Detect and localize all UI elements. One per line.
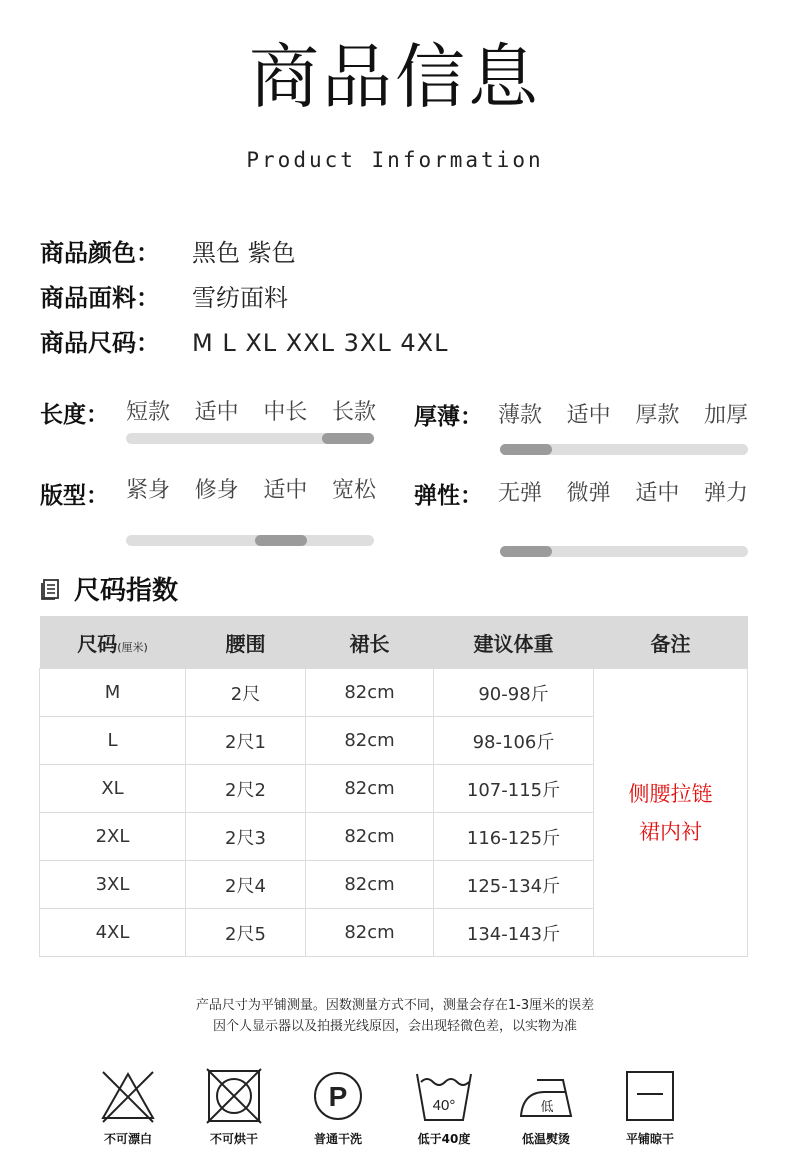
care-item-wash-40 [394, 1068, 494, 1147]
cell-length: 82cm [306, 669, 434, 717]
cell-length: 82cm [306, 909, 434, 957]
wash-temp-text: 40° [432, 1097, 456, 1114]
care-label: 低温熨烫 [521, 1132, 570, 1146]
elasticity-option: 无弹 [498, 481, 543, 506]
fabric-value: 雪纺面料 [192, 284, 288, 312]
thickness-label: 厚薄： [414, 404, 483, 430]
elasticity-scale [500, 546, 748, 557]
cell-waist: 2尺 [186, 669, 306, 717]
fit-option: 适中 [263, 478, 308, 503]
remark-line: 裙内衬 [639, 819, 702, 844]
length-label: 长度： [40, 402, 109, 428]
cell-waist: 2尺5 [186, 909, 306, 957]
care-item-dry-flat [600, 1068, 700, 1147]
thickness-option: 厚款 [635, 403, 680, 428]
no-bleach-icon [97, 1068, 159, 1124]
care-label: 低于40度 [417, 1132, 471, 1146]
cell-size: M [40, 669, 186, 717]
thickness-scale [500, 444, 748, 455]
cell-size: 2XL [40, 813, 186, 861]
note-line: 产品尺寸为平铺测量。因数测量方式不同，测量会存在1-3厘米的误差 [195, 998, 595, 1013]
note-line: 因个人显示器以及拍摄光线原因，会出现轻微色差，以实物为准 [212, 1019, 577, 1034]
dry-clean-p-icon [307, 1068, 369, 1124]
iron-level-text: 低 [540, 1100, 554, 1115]
column-header-size: 尺码(厘米) [40, 616, 186, 669]
cell-weight: 134-143斤 [434, 909, 594, 957]
fit-option: 修身 [194, 478, 239, 503]
fit-scale-indicator [255, 535, 307, 546]
iron-low-icon [515, 1068, 577, 1124]
cell-length: 82cm [306, 813, 434, 861]
size-table-header [40, 616, 748, 669]
length-scale [126, 433, 374, 444]
elasticity-option: 弹力 [703, 481, 748, 506]
color-label: 商品颜色： [40, 239, 160, 267]
cell-weight: 125-134斤 [434, 861, 594, 909]
cell-waist: 2尺3 [186, 813, 306, 861]
no-tumble-dry-icon [203, 1068, 265, 1124]
page-subtitle: Product Information [246, 148, 544, 172]
remark-line: 侧腰拉链 [628, 781, 713, 806]
cell-length: 82cm [306, 717, 434, 765]
cell-waist: 2尺4 [186, 861, 306, 909]
care-label: 不可漂白 [103, 1132, 152, 1146]
cell-waist: 2尺1 [186, 717, 306, 765]
care-label: 平铺晾干 [625, 1132, 674, 1146]
fabric-label: 商品面料： [40, 284, 160, 312]
size-label: 商品尺码： [40, 329, 160, 357]
length-option: 中长 [263, 400, 308, 425]
care-label: 普通干洗 [313, 1132, 362, 1146]
elasticity-scale-indicator [500, 546, 552, 557]
fit-option: 紧身 [126, 478, 171, 503]
cell-size: 4XL [40, 909, 186, 957]
care-item-no-bleach [78, 1068, 178, 1147]
cell-waist: 2尺2 [186, 765, 306, 813]
column-header-remarks: 备注 [594, 616, 748, 669]
info-fabric-row [40, 283, 288, 313]
wash-40-icon [413, 1068, 475, 1124]
info-color-row [40, 238, 296, 268]
elasticity-options [498, 476, 748, 507]
svg-text:P: P [328, 1081, 348, 1112]
care-label: 不可烘干 [209, 1132, 258, 1146]
size-table [39, 616, 748, 957]
fit-label: 版型： [40, 483, 109, 509]
cell-length: 82cm [306, 765, 434, 813]
size-unit-label: (厘米) [117, 640, 148, 654]
elasticity-label: 弹性： [414, 483, 483, 509]
cell-size: 3XL [40, 861, 186, 909]
care-item-no-tumble-dry [184, 1068, 284, 1147]
cell-weight: 98-106斤 [434, 717, 594, 765]
column-header-weight: 建议体重 [434, 616, 594, 669]
elasticity-option: 微弹 [566, 481, 611, 506]
length-option: 长款 [331, 400, 376, 425]
cell-weight: 90-98斤 [434, 669, 594, 717]
size-chart-title: 尺码指数 [74, 576, 179, 606]
cell-size: L [40, 717, 186, 765]
cell-remarks [594, 669, 748, 957]
cell-weight: 116-125斤 [434, 813, 594, 861]
column-header-waist: 腰围 [186, 616, 306, 669]
fit-option: 宽松 [331, 478, 376, 503]
length-option: 短款 [126, 400, 171, 425]
fit-options [126, 473, 376, 504]
elasticity-option: 适中 [635, 481, 680, 506]
care-item-dry-clean [288, 1068, 388, 1147]
length-options [126, 395, 376, 426]
cell-length: 82cm [306, 861, 434, 909]
thickness-option: 加厚 [703, 403, 748, 428]
thickness-scale-indicator [500, 444, 552, 455]
column-header-length: 裙长 [306, 616, 434, 669]
info-size-row [40, 328, 448, 358]
color-value: 黑色 紫色 [192, 239, 296, 267]
length-scale-indicator [322, 433, 374, 444]
thickness-options [498, 398, 748, 429]
size-chart-heading [40, 570, 178, 607]
fit-scale [126, 535, 374, 546]
thickness-option: 薄款 [498, 403, 543, 428]
table-row [40, 669, 748, 717]
size-value: M L XL XXL 3XL 4XL [192, 329, 449, 357]
cell-weight: 107-115斤 [434, 765, 594, 813]
page-title: 商品信息 [249, 36, 541, 118]
measurement-notes [0, 995, 790, 1037]
thickness-option: 适中 [566, 403, 611, 428]
dry-flat-icon [619, 1068, 681, 1124]
length-option: 适中 [194, 400, 239, 425]
cell-size: XL [40, 765, 186, 813]
care-item-iron-low [496, 1068, 596, 1147]
document-list-icon [40, 578, 62, 600]
